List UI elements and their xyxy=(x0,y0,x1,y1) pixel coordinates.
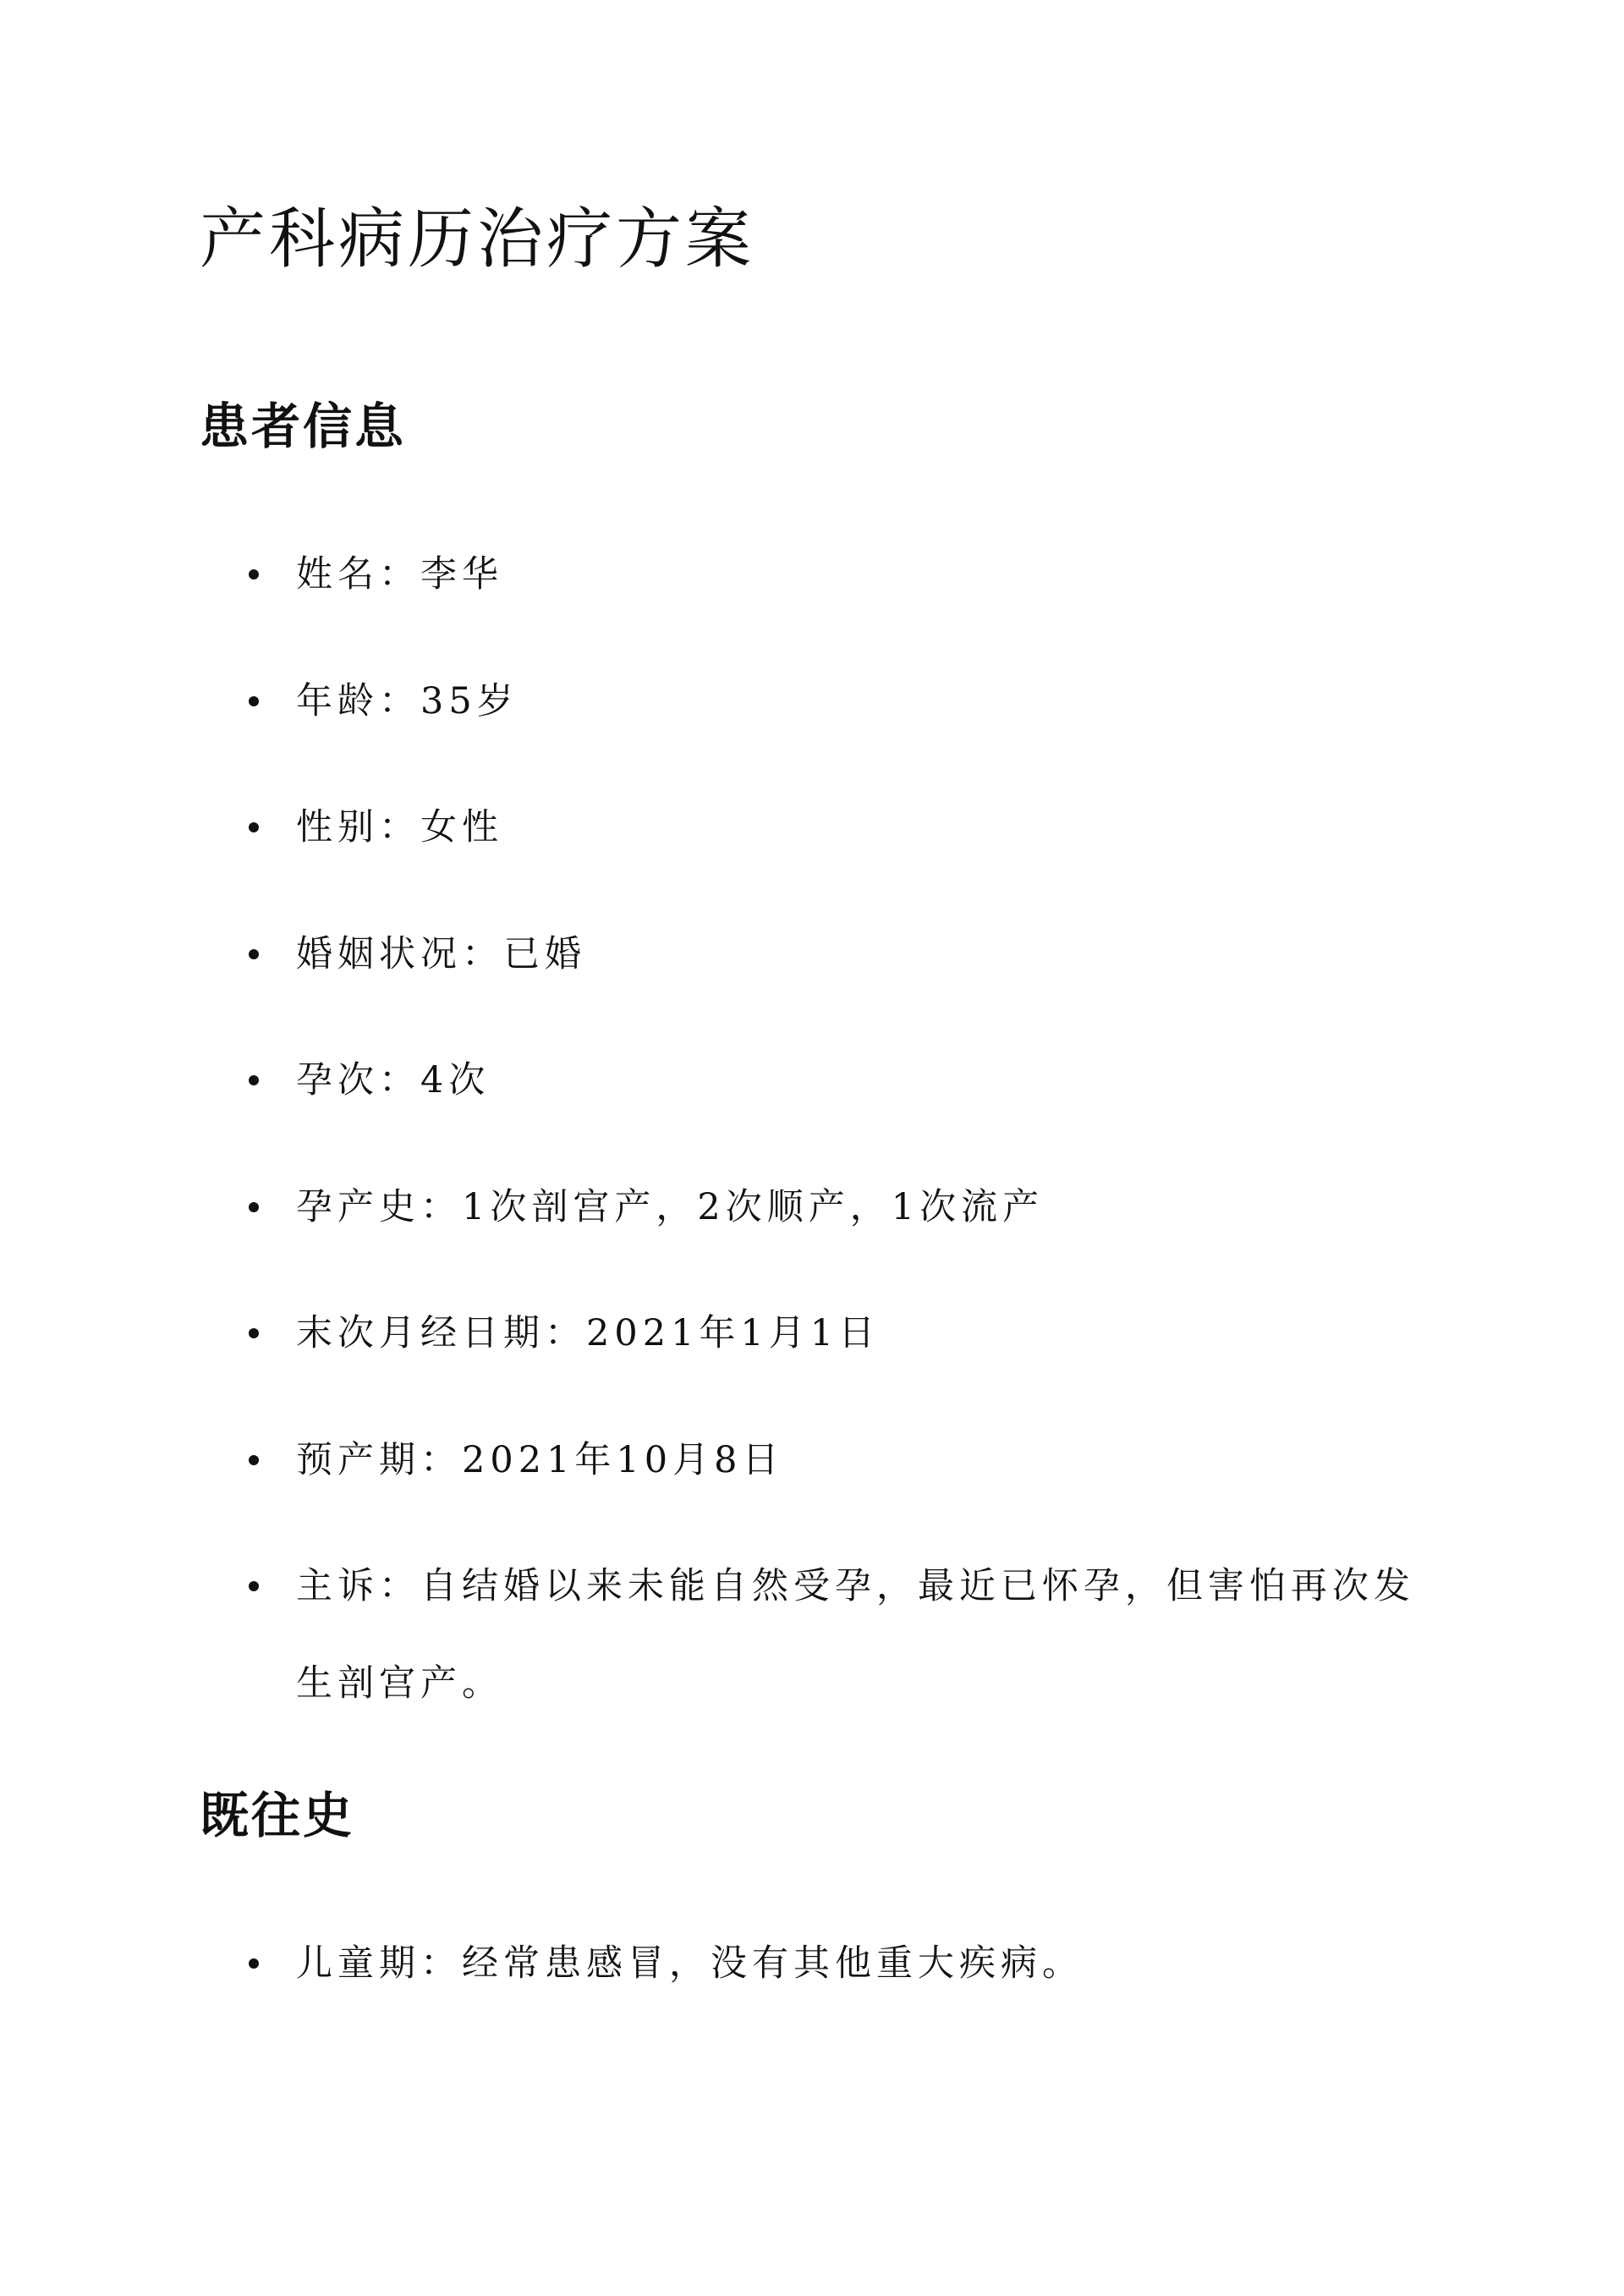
patient-info-item xyxy=(296,653,1429,750)
patient-age: 年龄：35岁 xyxy=(296,680,518,722)
past-history-heading: 既往史 xyxy=(200,1787,355,1844)
patient-info-item xyxy=(296,1538,1429,1733)
patient-due-date: 预产期：2021年10月8日 xyxy=(296,1439,784,1481)
patient-gender: 性别：女性 xyxy=(296,806,503,849)
bullet-icon xyxy=(249,1075,259,1085)
patient-obstetric-history: 孕产史：1次剖宫产，2次顺产，1次流产 xyxy=(296,1186,1045,1228)
patient-info-item xyxy=(296,1159,1429,1256)
patient-chief-complaint: 主诉：自结婚以来未能自然受孕，最近已怀孕，但害怕再次发生剖宫产。 xyxy=(296,1565,1415,1705)
bullet-icon xyxy=(249,569,259,579)
bullet-icon xyxy=(249,1202,259,1212)
bullet-icon xyxy=(249,1455,259,1465)
bullet-icon xyxy=(249,696,259,706)
bullet-icon xyxy=(249,1958,259,1969)
patient-name: 姓名：李华 xyxy=(296,553,503,596)
patient-info-heading: 患者信息 xyxy=(200,398,407,455)
patient-gravidity: 孕次：4次 xyxy=(296,1059,491,1101)
childhood-history: 儿童期：经常患感冒，没有其他重大疾病。 xyxy=(296,1942,1084,1985)
bullet-icon xyxy=(249,822,259,832)
document-title: 产科病历治疗方案 xyxy=(200,201,755,277)
bullet-icon xyxy=(249,949,259,959)
bullet-icon xyxy=(249,1581,259,1591)
patient-info-item xyxy=(296,1032,1429,1129)
patient-info-item xyxy=(296,526,1429,623)
patient-info-item xyxy=(296,1412,1429,1509)
past-history-item xyxy=(296,1915,1429,2013)
patient-last-menstrual-period: 末次月经日期：2021年1月1日 xyxy=(296,1312,881,1354)
patient-info-item xyxy=(296,1285,1429,1382)
patient-info-item xyxy=(296,906,1429,1003)
bullet-icon xyxy=(249,1328,259,1338)
patient-marital-status: 婚姻状况：已婚 xyxy=(296,933,586,975)
patient-info-item xyxy=(296,779,1429,876)
